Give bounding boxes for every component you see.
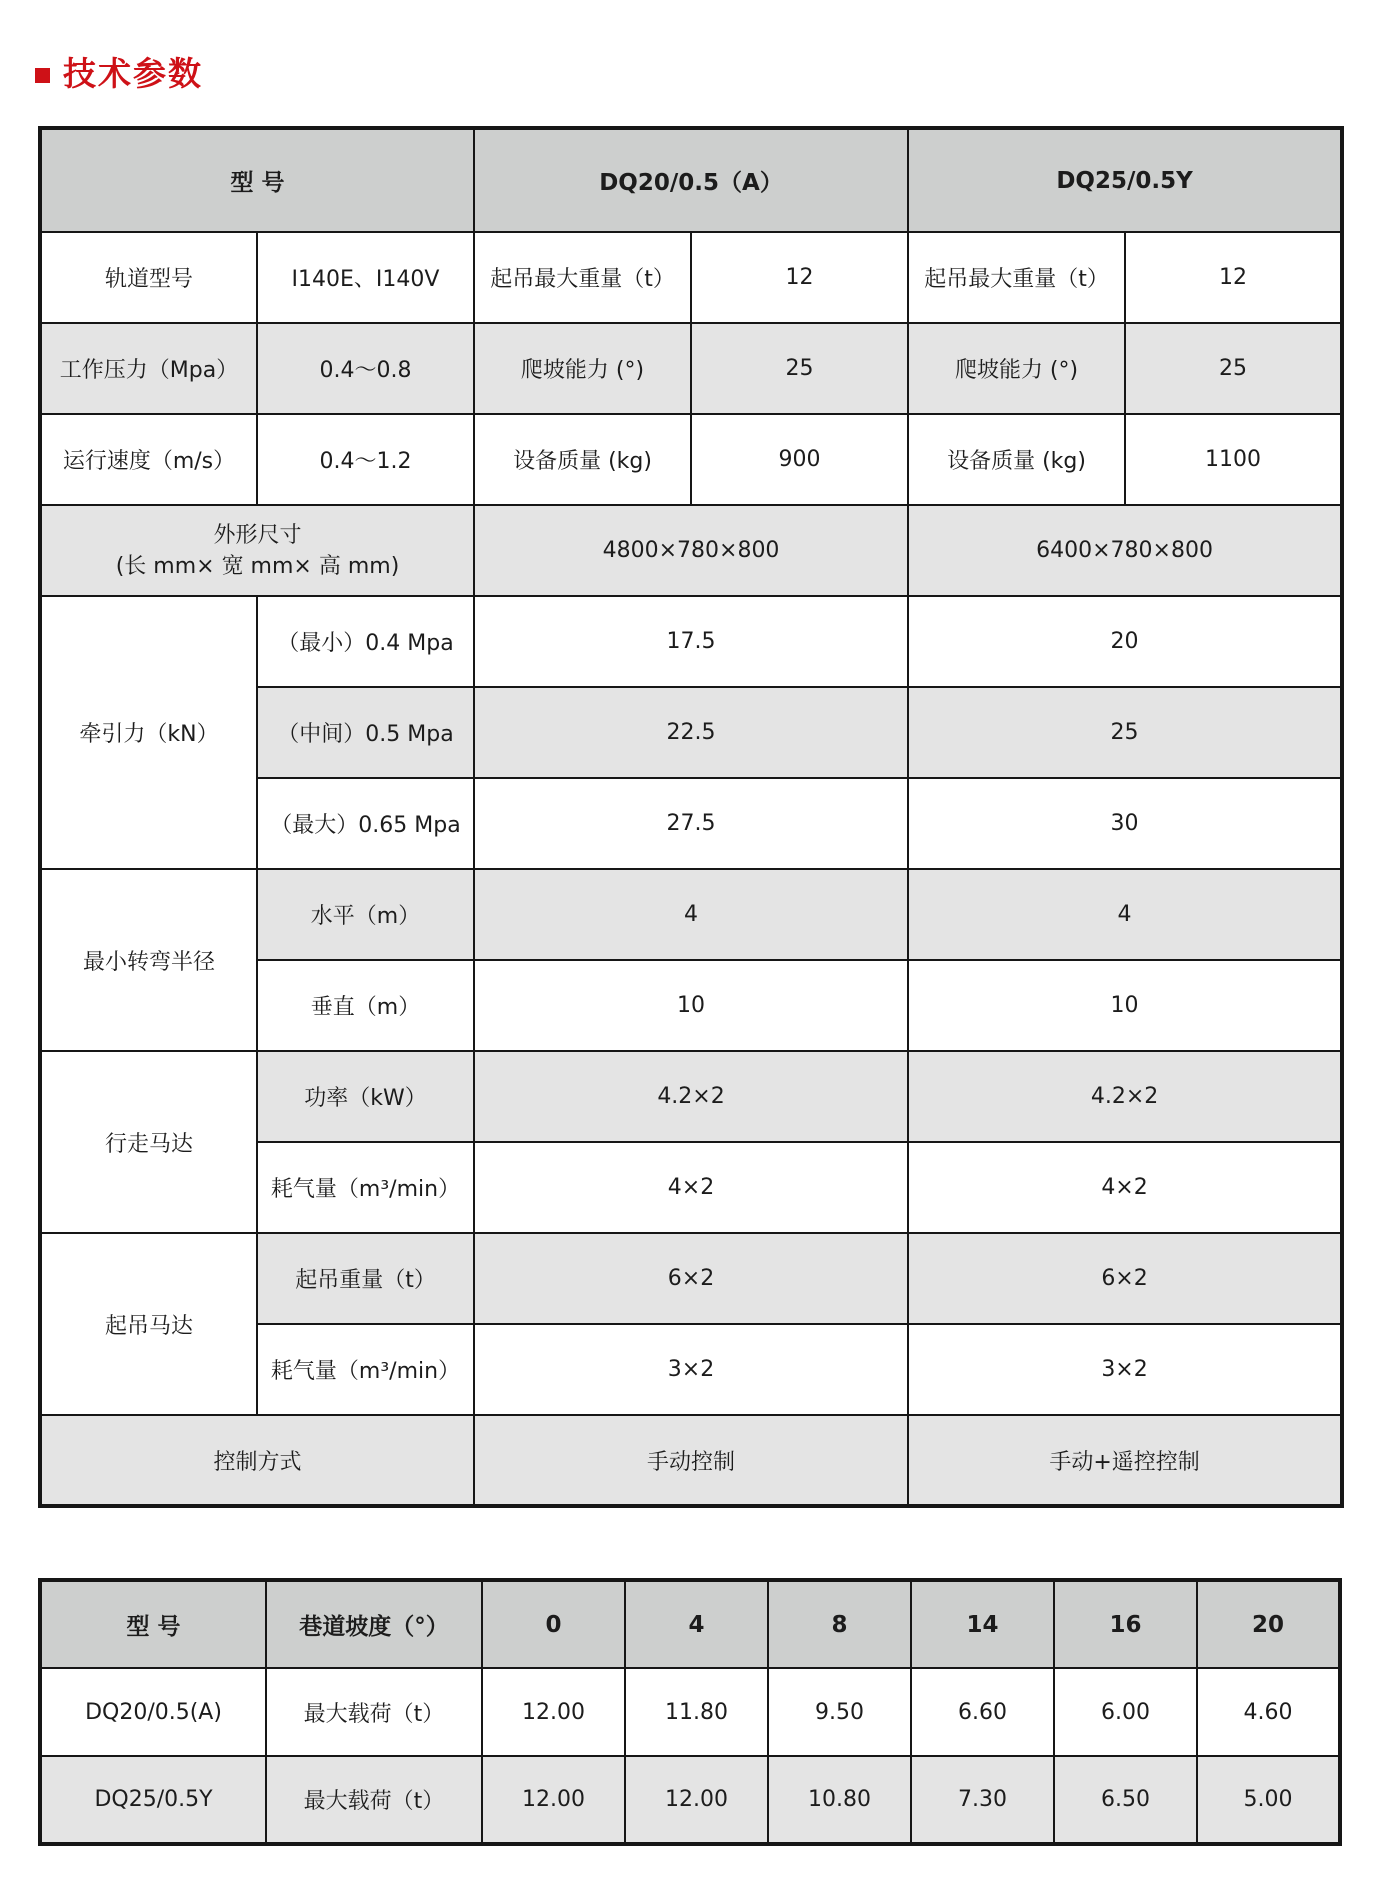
- travel-power-b: 4.2×2: [908, 1051, 1342, 1142]
- traction-mid-label: （中间）0.5 Mpa: [257, 687, 474, 778]
- track-value: I140E、I140V: [257, 232, 474, 323]
- traction-mid-b: 25: [908, 687, 1342, 778]
- travel-power-a: 4.2×2: [474, 1051, 908, 1142]
- spec-row-control: [40, 1415, 1342, 1506]
- turning-horizontal-a: 4: [474, 869, 908, 960]
- spec-header-model-a: DQ20/0.5（A）: [474, 128, 908, 232]
- load-header-slope: 巷道坡度（°）: [266, 1580, 482, 1668]
- hoist-air-label: 耗气量（m³/min）: [257, 1324, 474, 1415]
- dq25-value-0: 12.00: [482, 1756, 625, 1844]
- track-b-value: 12: [1125, 232, 1342, 323]
- turning-section-label: 最小转弯半径: [40, 869, 257, 1051]
- hoist-weight-b: 6×2: [908, 1233, 1342, 1324]
- speed-a-value: 900: [691, 414, 908, 505]
- section-title: [35, 54, 203, 93]
- pressure-b-label: 爬坡能力 (°): [908, 323, 1125, 414]
- spec-row-track: [40, 232, 1342, 323]
- load-header-angle-4: 16: [1054, 1580, 1197, 1668]
- dimensions-a-value: 4800×780×800: [474, 505, 908, 596]
- track-b-label: 起吊最大重量（t）: [908, 232, 1125, 323]
- turning-vertical-b: 10: [908, 960, 1342, 1051]
- load-header-angle-1: 4: [625, 1580, 768, 1668]
- load-header-angle-3: 14: [911, 1580, 1054, 1668]
- travel-air-label: 耗气量（m³/min）: [257, 1142, 474, 1233]
- pressure-label: 工作压力（Mpa）: [40, 323, 257, 414]
- travel-air-b: 4×2: [908, 1142, 1342, 1233]
- spec-row-hoist-weight: [40, 1233, 1342, 1324]
- control-b-value: 手动+遥控控制: [908, 1415, 1342, 1506]
- speed-b-value: 1100: [1125, 414, 1342, 505]
- control-a-value: 手动控制: [474, 1415, 908, 1506]
- traction-section-label: 牵引力（kN）: [40, 596, 257, 869]
- pressure-a-value: 25: [691, 323, 908, 414]
- pressure-b-value: 25: [1125, 323, 1342, 414]
- spec-row-traction-min: [40, 596, 1342, 687]
- load-header-angle-5: 20: [1197, 1580, 1340, 1668]
- spec-header-model-b: DQ25/0.5Y: [908, 128, 1342, 232]
- traction-min-label: （最小）0.4 Mpa: [257, 596, 474, 687]
- dq25-value-3: 7.30: [911, 1756, 1054, 1844]
- speed-b-label: 设备质量 (kg): [908, 414, 1125, 505]
- load-row-dq25: [40, 1756, 1340, 1844]
- dq20-value-2: 9.50: [768, 1668, 911, 1756]
- spec-header-model: 型 号: [40, 128, 474, 232]
- hoist-weight-a: 6×2: [474, 1233, 908, 1324]
- travel-power-label: 功率（kW）: [257, 1051, 474, 1142]
- dimensions-b-value: 6400×780×800: [908, 505, 1342, 596]
- dq25-value-4: 6.50: [1054, 1756, 1197, 1844]
- turning-horizontal-label: 水平（m）: [257, 869, 474, 960]
- traction-max-a: 27.5: [474, 778, 908, 869]
- load-header-model: 型 号: [40, 1580, 266, 1668]
- track-label: 轨道型号: [40, 232, 257, 323]
- traction-min-a: 17.5: [474, 596, 908, 687]
- dq25-value-1: 12.00: [625, 1756, 768, 1844]
- dq20-value-1: 11.80: [625, 1668, 768, 1756]
- traction-max-label: （最大）0.65 Mpa: [257, 778, 474, 869]
- spec-table: [38, 126, 1344, 1508]
- load-row-dq20: [40, 1668, 1340, 1756]
- speed-a-label: 设备质量 (kg): [474, 414, 691, 505]
- dq20-label: 最大载荷（t）: [266, 1668, 482, 1756]
- turning-horizontal-b: 4: [908, 869, 1342, 960]
- travel-air-a: 4×2: [474, 1142, 908, 1233]
- hoist-weight-label: 起吊重量（t）: [257, 1233, 474, 1324]
- load-table: [38, 1578, 1342, 1846]
- traction-mid-a: 22.5: [474, 687, 908, 778]
- load-header-angle-2: 8: [768, 1580, 911, 1668]
- dq20-value-5: 4.60: [1197, 1668, 1340, 1756]
- track-a-value: 12: [691, 232, 908, 323]
- dimensions-label: [40, 505, 474, 596]
- dq25-value-5: 5.00: [1197, 1756, 1340, 1844]
- dq20-value-0: 12.00: [482, 1668, 625, 1756]
- pressure-a-label: 爬坡能力 (°): [474, 323, 691, 414]
- speed-value: 0.4～1.2: [257, 414, 474, 505]
- traction-max-b: 30: [908, 778, 1342, 869]
- turning-vertical-label: 垂直（m）: [257, 960, 474, 1051]
- dimensions-label-line2: (长 mm× 宽 mm× 高 mm): [115, 553, 400, 579]
- hoist-motor-section-label: 起吊马达: [40, 1233, 257, 1415]
- spec-row-turning-horizontal: [40, 869, 1342, 960]
- hoist-air-b: 3×2: [908, 1324, 1342, 1415]
- spec-row-speed: [40, 414, 1342, 505]
- spec-header-row: [40, 128, 1342, 232]
- page-title: 技术参数: [63, 54, 203, 93]
- travel-motor-section-label: 行走马达: [40, 1051, 257, 1233]
- spec-row-pressure: [40, 323, 1342, 414]
- control-label: 控制方式: [40, 1415, 474, 1506]
- turning-vertical-a: 10: [474, 960, 908, 1051]
- pressure-value: 0.4～0.8: [257, 323, 474, 414]
- load-header-angle-0: 0: [482, 1580, 625, 1668]
- spec-row-travel-power: [40, 1051, 1342, 1142]
- dq25-value-2: 10.80: [768, 1756, 911, 1844]
- spec-row-dimensions: [40, 505, 1342, 596]
- hoist-air-a: 3×2: [474, 1324, 908, 1415]
- dq25-model: DQ25/0.5Y: [40, 1756, 266, 1844]
- title-bullet-icon: [35, 68, 50, 83]
- dq25-label: 最大载荷（t）: [266, 1756, 482, 1844]
- load-header-row: [40, 1580, 1340, 1668]
- track-a-label: 起吊最大重量（t）: [474, 232, 691, 323]
- dq20-model: DQ20/0.5(A): [40, 1668, 266, 1756]
- dq20-value-3: 6.60: [911, 1668, 1054, 1756]
- traction-min-b: 20: [908, 596, 1342, 687]
- speed-label: 运行速度（m/s）: [40, 414, 257, 505]
- dq20-value-4: 6.00: [1054, 1668, 1197, 1756]
- dimensions-label-line1: 外形尺寸: [213, 522, 302, 548]
